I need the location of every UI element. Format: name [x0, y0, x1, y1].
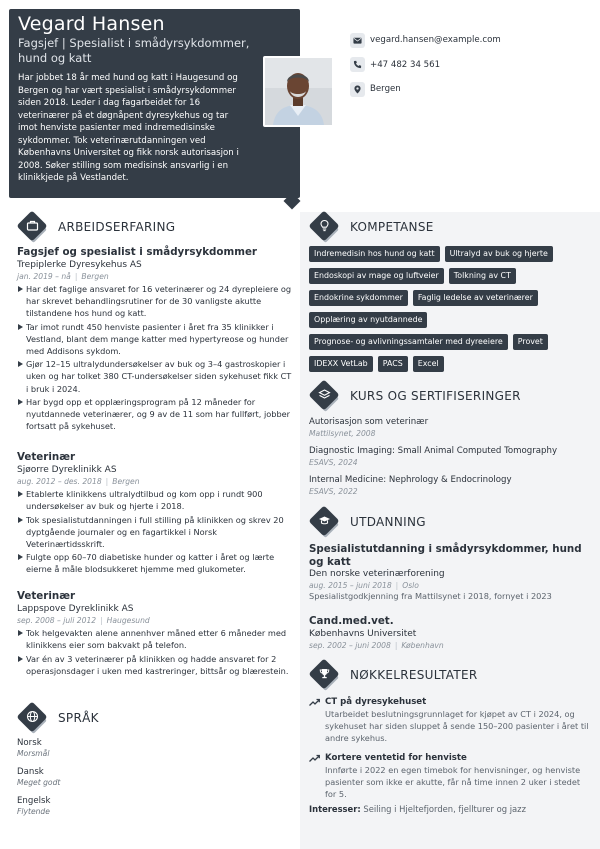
section-title: KOMPETANSE	[350, 220, 434, 234]
education-location: København	[401, 640, 444, 650]
job-bullets	[17, 627, 292, 677]
location-pin-icon	[350, 82, 365, 97]
interests-value: Seiling i Hjeltefjorden, fjellturer og jazz	[363, 804, 526, 814]
skill-chip: Ultralyd av buk og hjerte	[445, 246, 553, 262]
experience-item	[17, 451, 292, 577]
skill-chip: PACS	[378, 356, 408, 372]
skill-chip: Tolkning av CT	[449, 268, 516, 284]
education-meta: sep. 2002 – juni 2008 | København	[309, 640, 444, 650]
job-dates: sep. 2008 – juli 2012	[17, 616, 97, 625]
company-name: Lappspove Dyreklinikk AS	[17, 604, 134, 614]
section-header-skills	[309, 211, 434, 243]
achievement-header	[309, 696, 589, 708]
achievement-item	[309, 696, 589, 744]
profile-photo	[263, 56, 334, 127]
achievement-title: CT på dyresykehuset	[325, 697, 427, 707]
language-level: Meget godt	[17, 778, 61, 787]
job-dates: jan. 2019 – nå	[17, 272, 71, 281]
language-name: Norsk	[17, 738, 42, 748]
job-dates: aug. 2012 – des. 2018	[17, 477, 102, 486]
bullet-item: Tok helgevakten alene annenhver måned etter 6 måneder med klinikkens eier som bakvakt på telefon.	[17, 627, 292, 651]
education-dates: aug. 2015 – juni 2018	[309, 581, 392, 590]
language-level: Morsmål	[17, 749, 50, 758]
job-meta: jan. 2019 – nå | Bergen	[17, 272, 109, 281]
language-name: Engelsk	[17, 796, 51, 806]
bullet-item: Har bygd opp et opplæringsprogram på 12 måneder for nyutdannede veterinærer, og 9 av de 11 som har fullført, jobber fortsatt på sykehuset.	[17, 396, 292, 432]
skill-chip: Prognose- og avlivningssamtaler med dyreeiere	[309, 334, 508, 350]
interests-label: Interesser:	[309, 804, 361, 814]
education-meta: aug. 2015 – juni 2018 | Oslo	[309, 581, 419, 590]
location-text: Bergen	[370, 84, 401, 94]
achievement-item	[309, 752, 589, 800]
job-bullets	[17, 488, 292, 575]
education-item	[309, 615, 589, 651]
section-header-achievements	[309, 659, 478, 691]
bullet-item: Var én av 3 veterinærer på klinikken og hadde ansvaret for 2 operasjonsdager i uken med kastreringer, bittsår og blærestein.	[17, 653, 292, 677]
section-header-experience	[17, 211, 175, 243]
skill-chip: Endoskopi av mage og luftveier	[309, 268, 444, 284]
language-item	[17, 738, 49, 759]
contact-list	[350, 32, 501, 106]
skill-chip: Opplæring av nyutdannede	[309, 312, 427, 328]
globe-icon	[17, 702, 49, 734]
job-bullets	[17, 283, 292, 432]
briefcase-icon	[17, 211, 49, 243]
interests-line	[309, 804, 526, 814]
achievement-description: Utarbeidet beslutningsgrunnlaget for kjøpet av CT i 2024, og sykehuset har siden sluppet å sende 150–200 pasienter i året til andre sykehus.	[325, 709, 589, 744]
language-name: Dansk	[17, 767, 44, 777]
language-level: Flytende	[17, 807, 50, 816]
language-item	[17, 796, 50, 817]
skill-chip-list	[309, 246, 579, 378]
job-location: Haugesund	[106, 616, 150, 625]
course-item	[309, 446, 557, 468]
bullet-item: Tar imot rundt 450 henviste pasienter i året fra 35 klinikker i Vestland, blant dem mange katter med hypertyreose og hunder med Addisons sykdom.	[17, 321, 292, 357]
bullet-item: Tok spesialistutdanningen i full stilling på klinikken og skrev 20 dyptgående journaler og en fagartikkel i Norsk Veterinærtidsskrift.	[17, 514, 292, 550]
portrait-image	[265, 58, 332, 125]
bullet-item: Har det faglige ansvaret for 16 veterinærer og 24 dyrepleiere og har skrevet behandlingsrutiner for de 30 vanligste akutte tilstandene hos hund og katt.	[17, 283, 292, 319]
lightbulb-icon	[309, 211, 341, 243]
job-meta: sep. 2008 – juli 2012 | Haugesund	[17, 616, 150, 625]
course-name: Autorisasjon som veterinær	[309, 417, 429, 427]
section-header-courses	[309, 380, 521, 412]
contact-phone[interactable]	[350, 57, 501, 73]
education-location: Oslo	[402, 581, 419, 590]
phone-icon	[350, 57, 365, 72]
course-org: Mattilsynet, 2008	[309, 429, 376, 438]
job-meta: aug. 2012 – des. 2018 | Bergen	[17, 477, 140, 486]
experience-item	[17, 590, 292, 678]
bullet-item: Fulgte opp 60–70 diabetiske hunder og katter i året og lærte eierne å måle blodsukkeret hjemme med glukometer.	[17, 551, 292, 575]
language-item	[17, 767, 60, 788]
section-title: SPRÅK	[58, 711, 99, 725]
skill-chip: Excel	[413, 356, 444, 372]
skill-chip: Provet	[513, 334, 548, 350]
job-location: Bergen	[81, 272, 109, 281]
experience-item	[17, 246, 292, 434]
education-note: Spesialistgodkjenning fra Mattilsynet i 2018, fornyet i 2023	[309, 591, 552, 601]
trend-up-icon	[309, 698, 320, 707]
skill-chip: IDEXX VetLab	[309, 356, 373, 372]
school-name: Den norske veterinærforening	[309, 569, 445, 579]
skill-chip: Faglig ledelse av veterinærer	[413, 290, 538, 306]
bullet-item: Gjør 12–15 ultralydundersøkelser av buk og 3–4 gastroskopier i uken og har tolket 380 CT-undersøkelser siden sykehuset fikk CT i bruk i 2024.	[17, 358, 292, 394]
school-name: Københavns Universitet	[309, 628, 417, 639]
course-org: ESAVS, 2024	[309, 458, 358, 467]
headline: Fagsjef | Spesialist i smådyrsykdommer, hund og katt	[18, 36, 250, 65]
contact-email[interactable]	[350, 32, 501, 48]
course-name: Internal Medicine: Nephrology & Endocrinology	[309, 475, 512, 485]
course-org: ESAVS, 2022	[309, 487, 358, 496]
bullet-item: Etablerte klinikkens ultralydtilbud og kom opp i rundt 900 undersøkelser av buk og hjerte i 2018.	[17, 488, 292, 512]
phone-text: +47 482 34 561	[370, 59, 441, 70]
contact-location	[350, 81, 501, 97]
company-name: Trepiplerke Dyresykehus AS	[17, 260, 142, 270]
degree-title: Spesialistutdanning i smådyrsykdommer, hund og katt	[309, 543, 582, 568]
profile-header	[9, 9, 300, 198]
layers-icon	[309, 380, 341, 412]
email-text: vegard.hansen@example.com	[370, 35, 501, 45]
degree-title: Cand.med.vet.	[309, 615, 394, 627]
achievement-description: Innførte i 2022 en egen timebok for henvisninger, og henviste pasienter som ikke er akutte, får nå time innen 2 uker i stedet for 5.	[325, 765, 581, 800]
section-header-languages	[17, 702, 99, 734]
job-location: Bergen	[112, 477, 140, 486]
course-name: Diagnostic Imaging: Small Animal Computed Tomography	[309, 446, 558, 456]
graduation-cap-icon	[309, 506, 341, 538]
section-header-education	[309, 506, 426, 538]
section-title: KURS OG SERTIFISERINGER	[350, 389, 521, 403]
achievement-title: Kortere ventetid for henviste	[325, 753, 467, 763]
education-dates: sep. 2002 – juni 2008	[309, 640, 391, 650]
education-item	[309, 543, 589, 602]
summary: Har jobbet 18 år med hund og katt i Haugesund og Bergen og har vært spesialist i smådyrsykdommer siden 2018. Leder i dag fagarbeidet for 16 veterinærer på et døgnåpent dyresykehus og tar imot henviste pasienter med indremedisinske sykdommer. Tok veterinærutdanningen ved Københavns Universitet og fikk norsk autorisasjon i 2008. Søker stilling som medisinsk ansvarlig i en klinikkjede på Vestlandet.	[18, 73, 239, 183]
course-item	[309, 417, 428, 439]
section-title: UTDANNING	[350, 515, 426, 529]
skill-chip: Indremedisin hos hund og katt	[309, 246, 440, 262]
course-item	[309, 475, 512, 497]
mail-icon	[350, 33, 365, 48]
achievement-header	[309, 752, 589, 764]
job-title: Veterinær	[17, 451, 76, 463]
section-title: NØKKELRESULTATER	[350, 668, 478, 682]
section-title: ARBEIDSERFARING	[58, 220, 176, 234]
candidate-name: Vegard Hansen	[18, 13, 165, 35]
job-title: Veterinær	[17, 590, 76, 602]
trend-up-icon	[309, 754, 320, 763]
skill-chip: Endokrine sykdommer	[309, 290, 408, 306]
company-name: Sjøorre Dyreklinikk AS	[17, 465, 117, 475]
job-title: Fagsjef og spesialist i smådyrsykdommer	[17, 246, 258, 258]
trophy-icon	[309, 659, 341, 691]
